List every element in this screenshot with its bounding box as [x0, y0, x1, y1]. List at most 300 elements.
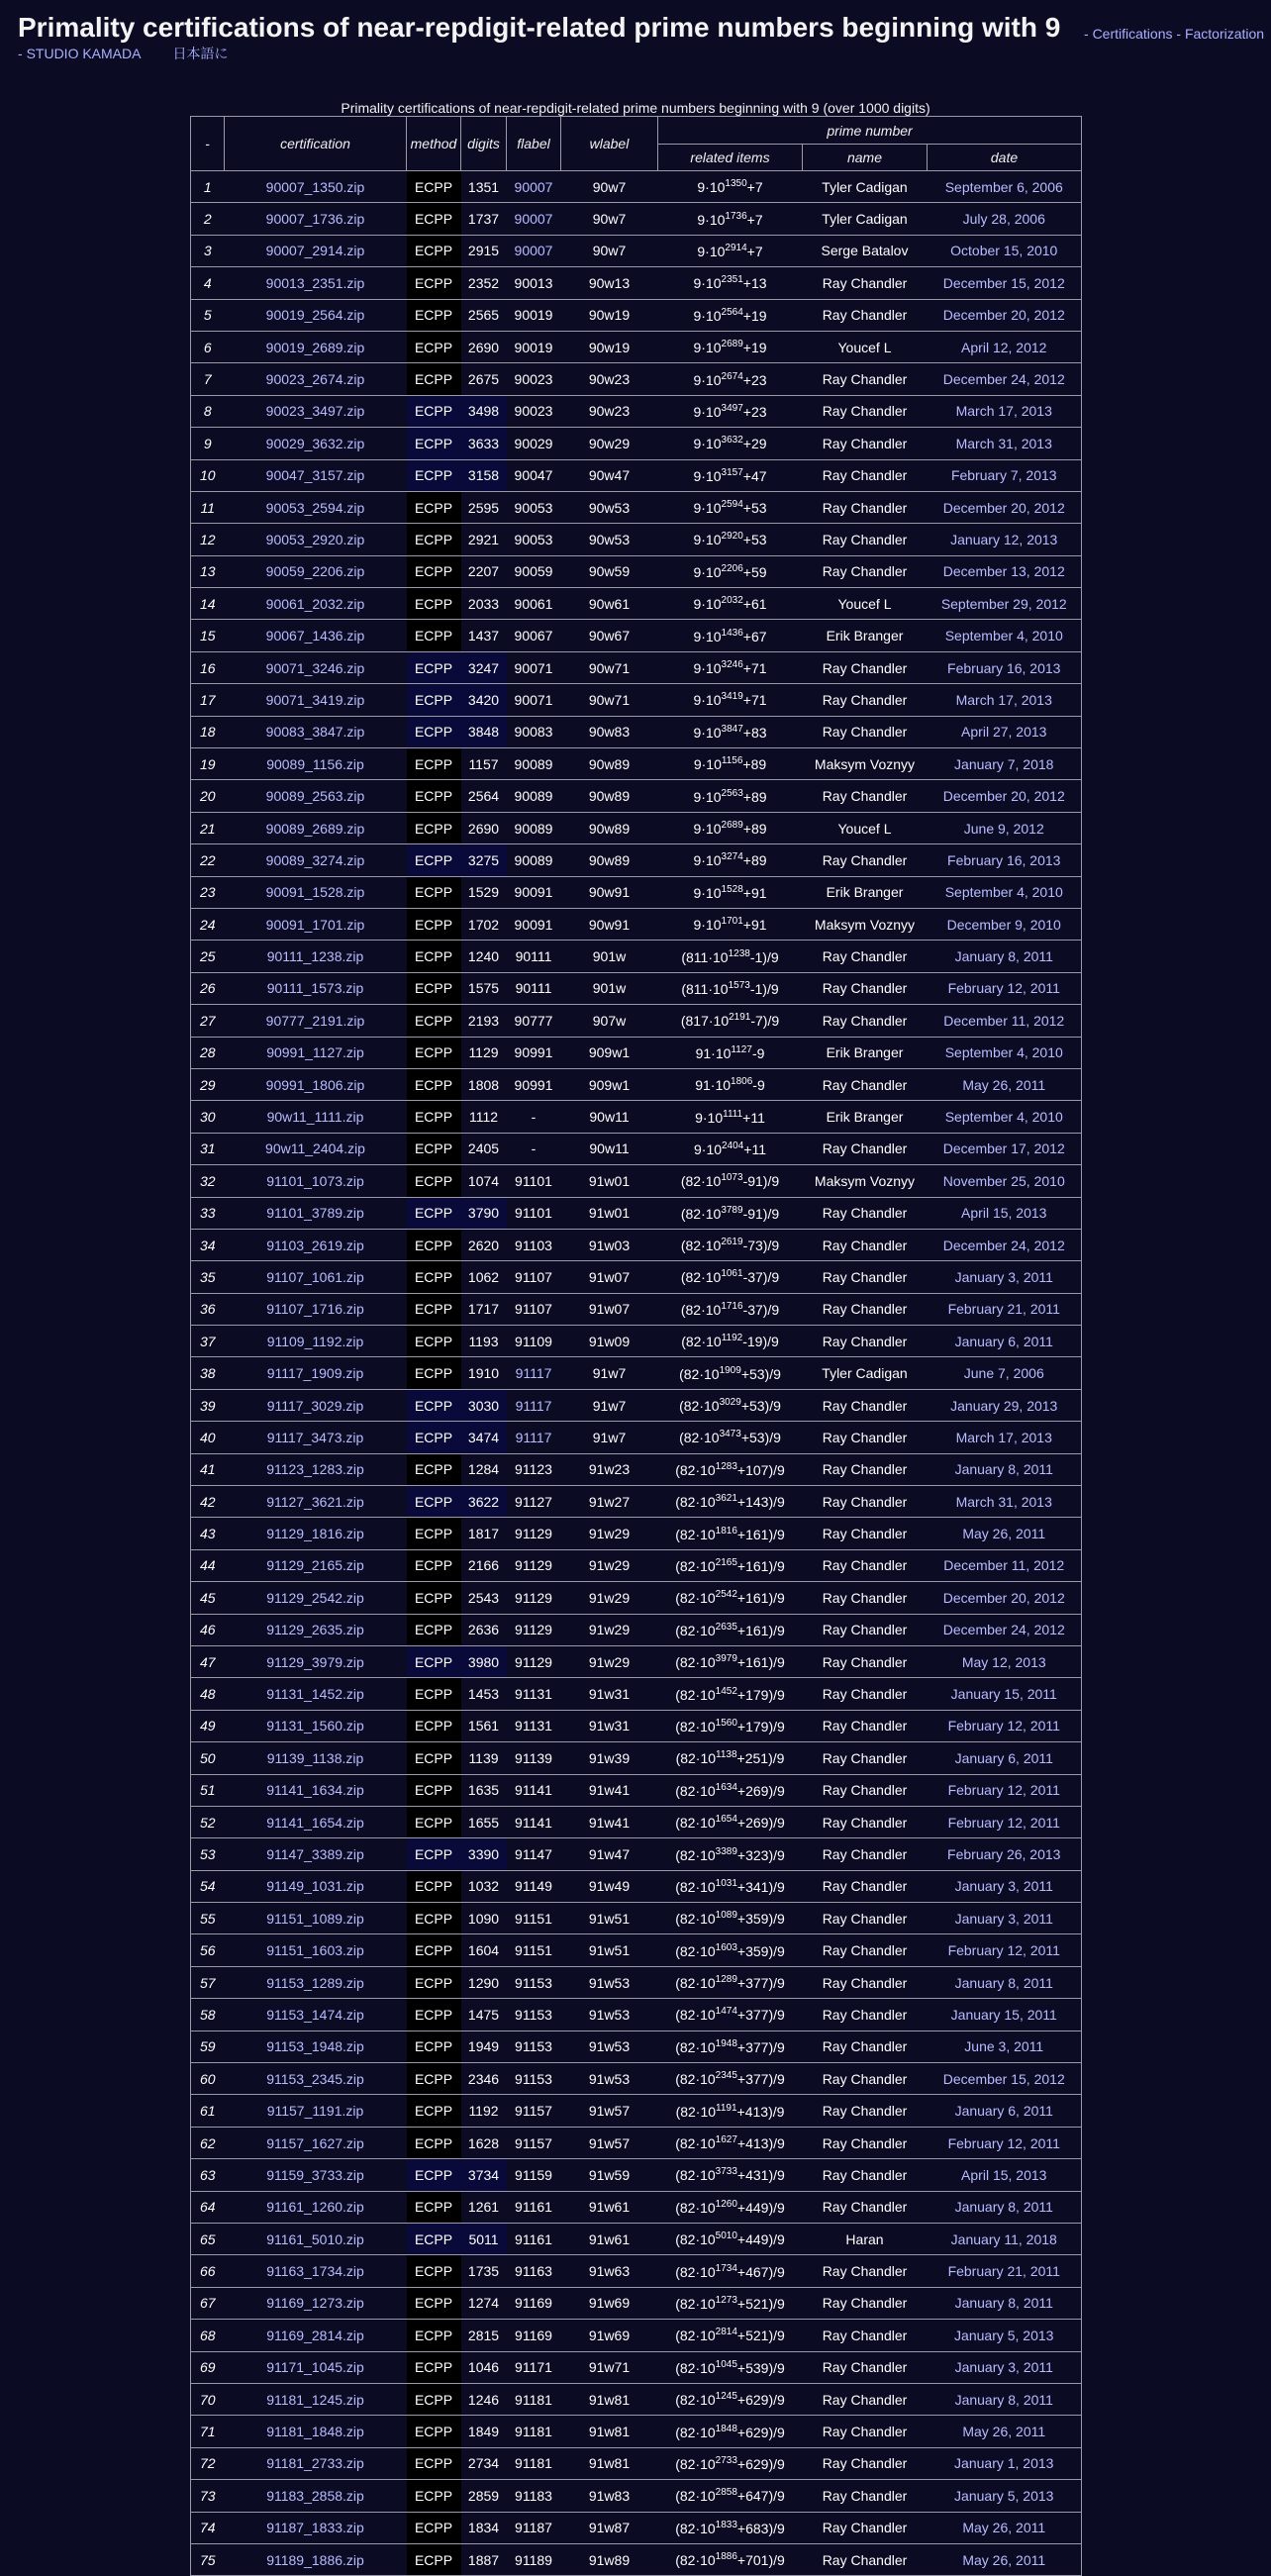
certification-link[interactable]: 91101_1073.zip [266, 1172, 364, 1189]
related-item-base: 9·10 [697, 243, 726, 259]
certification-cell [225, 1068, 407, 1100]
digits-cell: 3030 [461, 1389, 507, 1421]
digits-cell: 1475 [461, 1999, 507, 2031]
flabel-cell: 90991 [507, 1037, 561, 1068]
studio-kamada-link[interactable]: STUDIO KAMADA [26, 46, 142, 61]
certification-link[interactable]: 91157_1627.zip [266, 2134, 364, 2151]
discoverer-name: Ray Chandler [803, 2320, 928, 2351]
certification-link[interactable]: 90007_1736.zip [265, 211, 365, 228]
flabel-cell: 91139 [507, 1742, 561, 1774]
certification-link[interactable]: 91159_3733.zip [266, 2166, 364, 2183]
certification-link[interactable]: 90991_1806.zip [265, 1076, 365, 1093]
certification-link[interactable]: 91151_1089.zip [266, 1910, 364, 1927]
related-item-base: (82·10 [680, 1301, 722, 1318]
table-row [191, 2191, 1082, 2223]
related-item-cell [658, 1549, 803, 1581]
digits-cell: 2636 [461, 1614, 507, 1645]
related-item-tail: +89 [742, 852, 767, 869]
certification-cell [225, 941, 407, 972]
related-item-cell [658, 1903, 803, 1934]
certification-cell [225, 1357, 407, 1389]
certification-link[interactable]: 91157_1191.zip [266, 2103, 364, 2120]
discoverer-name: Haran [803, 2224, 928, 2255]
table-row [191, 1197, 1082, 1229]
related-item-tail: +89 [742, 756, 767, 773]
certification-link[interactable]: 91117_1909.zip [266, 1365, 364, 1382]
method-cell: ECPP [407, 1678, 461, 1710]
wlabel-cell: 909w1 [561, 1037, 658, 1068]
related-item-cell [658, 2095, 803, 2127]
flabel-cell: 91151 [507, 1903, 561, 1934]
related-item-exponent: 3419 [721, 691, 743, 703]
discoverer-name: Ray Chandler [803, 2287, 928, 2319]
wlabel-cell: 91w57 [561, 2095, 658, 2127]
certification-link[interactable]: 91149_1031.zip [266, 1878, 364, 1895]
certification-cell [225, 1229, 407, 1260]
row-number: 49 [191, 1710, 225, 1741]
discoverer-name: Ray Chandler [803, 459, 928, 491]
certification-link[interactable]: 90089_3274.zip [265, 851, 365, 868]
wlabel-cell: 91w61 [561, 2191, 658, 2223]
flabel-cell: 91117 [507, 1422, 561, 1453]
date-cell: January 15, 2011 [928, 1678, 1082, 1710]
digits-cell: 3622 [461, 1486, 507, 1518]
certification-link[interactable]: 91141_1634.zip [266, 1782, 364, 1799]
wlabel-cell: 90w11 [561, 1133, 658, 1164]
method-cell: ECPP [407, 299, 461, 331]
date-cell: January 7, 2018 [928, 748, 1082, 780]
related-item-exponent: 2689 [721, 339, 743, 350]
date-cell: January 3, 2011 [928, 2351, 1082, 2383]
certification-cell [225, 2031, 407, 2062]
row-number: 2 [191, 203, 225, 235]
digits-cell: 1240 [461, 941, 507, 972]
date-cell: May 26, 2011 [928, 2512, 1082, 2543]
certification-cell [225, 331, 407, 362]
certification-link[interactable]: 90053_2920.zip [265, 531, 365, 547]
date-cell: February 12, 2011 [928, 2127, 1082, 2158]
method-cell: ECPP [407, 1389, 461, 1421]
discoverer-name: Youcef L [803, 812, 928, 843]
certification-link[interactable]: 91139_1138.zip [266, 1749, 364, 1766]
related-item-exponent: 1474 [715, 2006, 737, 2018]
certification-link[interactable]: 90083_3847.zip [265, 724, 365, 741]
discoverer-name: Ray Chandler [803, 972, 928, 1004]
col-header-prime-number: prime number [658, 117, 1082, 145]
related-item-cell [658, 1774, 803, 1806]
certification-cell [225, 1422, 407, 1453]
certification-link[interactable]: 91181_2733.zip [266, 2455, 364, 2472]
certification-link[interactable]: 91153_2345.zip [266, 2070, 364, 2087]
certification-link[interactable]: 90w11_1111.zip [266, 1109, 364, 1126]
related-item-exponent: 3473 [719, 1429, 741, 1440]
date-cell: May 26, 2011 [928, 1068, 1082, 1100]
row-number: 70 [191, 2383, 225, 2415]
related-item-cell [658, 684, 803, 716]
wlabel-cell: 91w81 [561, 2383, 658, 2415]
related-item-base: (82·10 [675, 1557, 716, 1574]
method-cell: ECPP [407, 620, 461, 651]
certification-cell [225, 1165, 407, 1197]
related-item-cell [658, 171, 803, 203]
related-item-exponent: 1289 [715, 1974, 737, 1986]
method-cell: ECPP [407, 2480, 461, 2512]
row-number: 47 [191, 1645, 225, 1677]
wlabel-cell: 90w89 [561, 812, 658, 843]
certification-link[interactable]: 90091_1528.zip [265, 884, 365, 901]
certification-link[interactable]: 91117_3473.zip [266, 1429, 364, 1445]
certification-cell [225, 235, 407, 266]
related-item-exponent: 1701 [721, 916, 743, 928]
related-item-tail: -1)/9 [749, 980, 779, 997]
related-item-tail: +521)/9 [736, 2328, 785, 2344]
related-item-base: (811·10 [681, 948, 729, 965]
certification-link[interactable]: 90111_1238.zip [266, 948, 364, 965]
flabel-cell: 91157 [507, 2095, 561, 2127]
date-cell: June 7, 2006 [928, 1357, 1082, 1389]
certification-cell [225, 1678, 407, 1710]
related-item-base: (82·10 [675, 1526, 716, 1542]
method-cell: ECPP [407, 491, 461, 523]
date-cell: June 9, 2012 [928, 812, 1082, 843]
certification-link[interactable]: 90059_2206.zip [265, 563, 365, 580]
discoverer-name: Maksym Voznyy [803, 748, 928, 780]
certification-link[interactable]: 90019_2564.zip [265, 307, 365, 324]
table-row [191, 780, 1082, 812]
related-item-exponent: 1245 [715, 2391, 737, 2403]
wlabel-cell: 91w47 [561, 1838, 658, 1870]
table-row [191, 651, 1082, 683]
discoverer-name: Ray Chandler [803, 1422, 928, 1453]
flabel-cell: 91161 [507, 2224, 561, 2255]
method-cell: ECPP [407, 1486, 461, 1518]
certification-link[interactable]: 91153_1948.zip [266, 2038, 364, 2055]
certification-link[interactable]: 91169_2814.zip [266, 2327, 364, 2343]
wlabel-cell: 91w29 [561, 1549, 658, 1581]
row-number: 58 [191, 1999, 225, 2031]
related-item-tail: +13 [742, 275, 767, 292]
method-cell: ECPP [407, 588, 461, 620]
certification-link[interactable]: 91123_1283.zip [266, 1461, 364, 1478]
discoverer-name: Ray Chandler [803, 2031, 928, 2062]
related-item-base: (82·10 [675, 2488, 716, 2505]
page-header [0, 0, 1271, 61]
row-number: 62 [191, 2127, 225, 2158]
certification-link[interactable]: 90071_3419.zip [265, 691, 365, 708]
flabel-cell: 90007 [507, 171, 561, 203]
digits-cell: 1046 [461, 2351, 507, 2383]
discoverer-name: Erik Branger [803, 1037, 928, 1068]
flabel-cell: 90007 [507, 203, 561, 235]
certification-link[interactable]: 90w11_2404.zip [265, 1140, 365, 1157]
discoverer-name: Tyler Cadigan [803, 171, 928, 203]
related-item-exponent: 2542 [715, 1589, 737, 1601]
digits-cell: 1290 [461, 1966, 507, 1998]
certification-link[interactable]: 90071_3246.zip [265, 659, 365, 676]
related-item-cell [658, 748, 803, 780]
related-item-tail: -91)/9 [742, 1205, 780, 1222]
wlabel-cell: 907w [561, 1005, 658, 1037]
certification-link[interactable]: 91181_1848.zip [266, 2424, 364, 2440]
certification-link[interactable]: 91129_2542.zip [266, 1589, 364, 1606]
discoverer-name: Ray Chandler [803, 1229, 928, 1260]
related-item-base: 9·10 [693, 500, 722, 517]
discoverer-name: Ray Chandler [803, 1645, 928, 1677]
related-item-tail: +629)/9 [736, 2392, 785, 2409]
related-item-exponent: 2689 [721, 820, 743, 831]
related-item-cell [658, 1614, 803, 1645]
date-cell: September 6, 2006 [928, 171, 1082, 203]
wlabel-cell: 90w89 [561, 780, 658, 812]
method-cell: ECPP [407, 651, 461, 683]
table-row [191, 972, 1082, 1004]
related-item-exponent: 1192 [721, 1333, 743, 1344]
discoverer-name: Maksym Voznyy [803, 1165, 928, 1197]
row-number: 45 [191, 1582, 225, 1614]
table-row [191, 1101, 1082, 1133]
date-cell: December 9, 2010 [928, 908, 1082, 940]
certification-link[interactable]: 90023_3497.zip [265, 403, 365, 420]
discoverer-name: Erik Branger [803, 620, 928, 651]
discoverer-name: Ray Chandler [803, 1549, 928, 1581]
certification-link[interactable]: 90089_2689.zip [265, 820, 365, 837]
digits-cell: 1849 [461, 2416, 507, 2447]
method-cell: ECPP [407, 972, 461, 1004]
flabel-cell: 91153 [507, 2031, 561, 2062]
related-item-cell [658, 2512, 803, 2543]
digits-cell: 2207 [461, 555, 507, 587]
date-cell: December 24, 2012 [928, 1614, 1082, 1645]
method-cell: ECPP [407, 2159, 461, 2191]
digits-cell: 3633 [461, 428, 507, 459]
digits-cell: 2595 [461, 491, 507, 523]
related-item-exponent: 2914 [725, 242, 747, 253]
table-row [191, 1293, 1082, 1325]
certification-link[interactable]: 91161_1260.zip [266, 2199, 364, 2216]
table-row [191, 1486, 1082, 1518]
certification-link[interactable]: 91131_1452.zip [266, 1686, 364, 1703]
method-cell: ECPP [407, 684, 461, 716]
certification-link[interactable]: 91153_1474.zip [266, 2006, 364, 2023]
flabel-cell: 91127 [507, 1486, 561, 1518]
related-item-tail: +53)/9 [740, 1430, 781, 1446]
related-item-base: (82·10 [675, 2199, 716, 2216]
row-number: 65 [191, 2224, 225, 2255]
certification-cell [225, 2447, 407, 2479]
certification-link[interactable]: 91129_3979.zip [266, 1653, 364, 1670]
flabel-cell: 91183 [507, 2480, 561, 2512]
table-row [191, 2543, 1082, 2575]
certification-link[interactable]: 91187_1833.zip [266, 2520, 364, 2536]
discoverer-name: Ray Chandler [803, 1486, 928, 1518]
method-cell: ECPP [407, 428, 461, 459]
related-item-tail: -37)/9 [742, 1269, 780, 1286]
related-item-tail: +161)/9 [736, 1622, 785, 1638]
certification-link[interactable]: 91127_3621.zip [266, 1493, 364, 1510]
related-item-exponent: 1452 [715, 1685, 737, 1697]
method-cell: ECPP [407, 1197, 461, 1229]
date-cell: February 21, 2011 [928, 1293, 1082, 1325]
col-header-date: date [928, 145, 1082, 171]
certification-link[interactable]: 91101_3789.zip [266, 1205, 364, 1222]
certification-link[interactable]: 90053_2594.zip [265, 499, 365, 516]
related-item-exponent: 1909 [719, 1364, 741, 1376]
certification-link[interactable]: 91181_1245.zip [266, 2391, 364, 2408]
row-number: 59 [191, 2031, 225, 2062]
date-cell: December 15, 2012 [928, 2063, 1082, 2095]
table-row [191, 1774, 1082, 1806]
row-number: 18 [191, 716, 225, 747]
method-cell: ECPP [407, 1229, 461, 1260]
table-row [191, 1133, 1082, 1164]
certification-link[interactable]: 91129_2165.zip [266, 1557, 364, 1574]
certification-cell [225, 1005, 407, 1037]
digits-cell: 3734 [461, 2159, 507, 2191]
certification-link[interactable]: 91129_1816.zip [266, 1526, 364, 1542]
certification-link[interactable]: 91171_1045.zip [266, 2359, 364, 2376]
wlabel-cell: 90w83 [561, 716, 658, 747]
certification-link[interactable]: 90089_2563.zip [265, 788, 365, 805]
japanese-link[interactable]: 日本語に [172, 46, 229, 61]
digits-cell: 2734 [461, 2447, 507, 2479]
certification-link[interactable]: 90013_2351.zip [265, 274, 365, 291]
table-row [191, 459, 1082, 491]
wlabel-cell: 91w27 [561, 1486, 658, 1518]
certifications-link[interactable]: Certifications [1092, 26, 1173, 42]
digits-cell: 2033 [461, 588, 507, 620]
certification-link[interactable]: 91153_1289.zip [266, 1974, 364, 1991]
certification-link[interactable]: 91107_1716.zip [266, 1301, 364, 1318]
row-number: 15 [191, 620, 225, 651]
related-item-cell [658, 1133, 803, 1164]
date-cell: January 8, 2011 [928, 941, 1082, 972]
digits-cell: 1112 [461, 1101, 507, 1133]
table-row [191, 1999, 1082, 2031]
related-item-cell [658, 203, 803, 235]
table-row [191, 203, 1082, 235]
row-number: 19 [191, 748, 225, 780]
digits-cell: 1887 [461, 2543, 507, 2575]
related-item-tail: +91 [742, 917, 767, 934]
digits-cell: 2690 [461, 331, 507, 362]
related-item-base: (82·10 [679, 1365, 720, 1382]
related-item-tail: -9 [752, 1077, 765, 1094]
certification-link[interactable]: 90007_2914.zip [265, 243, 365, 259]
related-item-base: 9·10 [693, 852, 722, 869]
related-item-tail: +7 [746, 211, 763, 228]
wlabel-cell: 91w7 [561, 1422, 658, 1453]
certification-link[interactable]: 91151_1603.zip [266, 1942, 364, 1959]
certification-link[interactable]: 90089_1156.zip [266, 755, 364, 772]
certification-link[interactable]: 91131_1560.zip [266, 1718, 364, 1734]
certification-link[interactable]: 91141_1654.zip [266, 1814, 364, 1831]
certification-link[interactable]: 91169_1273.zip [266, 2295, 364, 2312]
row-number: 20 [191, 780, 225, 812]
discoverer-name: Ray Chandler [803, 2480, 928, 2512]
row-number: 14 [191, 588, 225, 620]
related-item-cell [658, 1838, 803, 1870]
related-item-tail: +449)/9 [736, 2231, 785, 2248]
related-item-exponent: 2564 [721, 306, 743, 318]
discoverer-name: Ray Chandler [803, 363, 928, 395]
certification-link[interactable]: 90047_3157.zip [265, 467, 365, 484]
table-row [191, 428, 1082, 459]
related-item-cell [658, 2159, 803, 2191]
certification-link[interactable]: 91163_1734.zip [266, 2263, 364, 2280]
flabel-cell: 90089 [507, 812, 561, 843]
certification-link[interactable]: 91103_2619.zip [266, 1237, 364, 1253]
certification-link[interactable]: 91189_1886.zip [266, 2551, 364, 2568]
certification-link[interactable]: 91109_1192.zip [266, 1333, 364, 1349]
date-cell: February 12, 2011 [928, 1806, 1082, 1837]
certification-link[interactable]: 91129_2635.zip [266, 1622, 364, 1638]
certification-link[interactable]: 91147_3389.zip [266, 1846, 364, 1862]
related-item-exponent: 1138 [716, 1749, 737, 1761]
method-cell: ECPP [407, 2320, 461, 2351]
related-item-exponent: 1734 [715, 2262, 737, 2274]
certification-link[interactable]: 90061_2032.zip [265, 595, 365, 612]
flabel-cell: 90023 [507, 363, 561, 395]
method-cell: ECPP [407, 2287, 461, 2319]
related-item-base: (82·10 [675, 2424, 716, 2440]
related-item-base: 9·10 [693, 403, 722, 420]
factorizations-link[interactable]: Factorization [1184, 26, 1265, 42]
related-item-exponent: 2635 [715, 1621, 737, 1633]
certification-cell [225, 1389, 407, 1421]
related-item-tail: +11 [742, 1109, 765, 1126]
certification-link[interactable]: 91107_1061.zip [266, 1268, 364, 1285]
date-cell: February 7, 2013 [928, 459, 1082, 491]
row-number: 24 [191, 908, 225, 940]
certification-cell [225, 1101, 407, 1133]
method-cell: ECPP [407, 2191, 461, 2223]
row-number: 35 [191, 1261, 225, 1293]
certification-link[interactable]: 90029_3632.zip [265, 435, 365, 451]
certification-link[interactable]: 91183_2858.zip [266, 2487, 364, 2504]
digits-cell: 1032 [461, 1870, 507, 1902]
certification-link[interactable]: 90991_1127.zip [266, 1044, 364, 1061]
flabel-cell: 91153 [507, 2063, 561, 2095]
table-row [191, 844, 1082, 876]
related-item-tail: +71 [742, 660, 767, 677]
row-number: 5 [191, 299, 225, 331]
certification-link[interactable]: 90777_2191.zip [265, 1012, 365, 1029]
discoverer-name: Maksym Voznyy [803, 908, 928, 940]
certification-cell [225, 876, 407, 908]
wlabel-cell: 91w69 [561, 2320, 658, 2351]
certification-link[interactable]: 90019_2689.zip [265, 339, 365, 355]
related-item-exponent: 3847 [721, 723, 743, 735]
related-item-cell [658, 428, 803, 459]
row-number: 37 [191, 1326, 225, 1357]
table-row [191, 908, 1082, 940]
certification-link[interactable]: 90067_1436.zip [265, 628, 365, 644]
row-number: 66 [191, 2255, 225, 2287]
method-cell: ECPP [407, 555, 461, 587]
certification-link[interactable]: 90111_1573.zip [266, 980, 364, 997]
certification-cell [225, 1582, 407, 1614]
certification-link[interactable]: 90007_1350.zip [265, 178, 365, 195]
wlabel-cell: 90w59 [561, 555, 658, 587]
wlabel-cell: 91w31 [561, 1710, 658, 1741]
sub-nav: - STUDIO KAMADA 日本語に [18, 46, 229, 61]
certification-link[interactable]: 91117_3029.zip [266, 1397, 364, 1414]
row-number: 21 [191, 812, 225, 843]
digits-cell: 2815 [461, 2320, 507, 2351]
certification-link[interactable]: 90023_2674.zip [265, 371, 365, 388]
certification-link[interactable]: 91161_5010.zip [266, 2230, 364, 2247]
certification-link[interactable]: 90091_1701.zip [265, 916, 365, 933]
